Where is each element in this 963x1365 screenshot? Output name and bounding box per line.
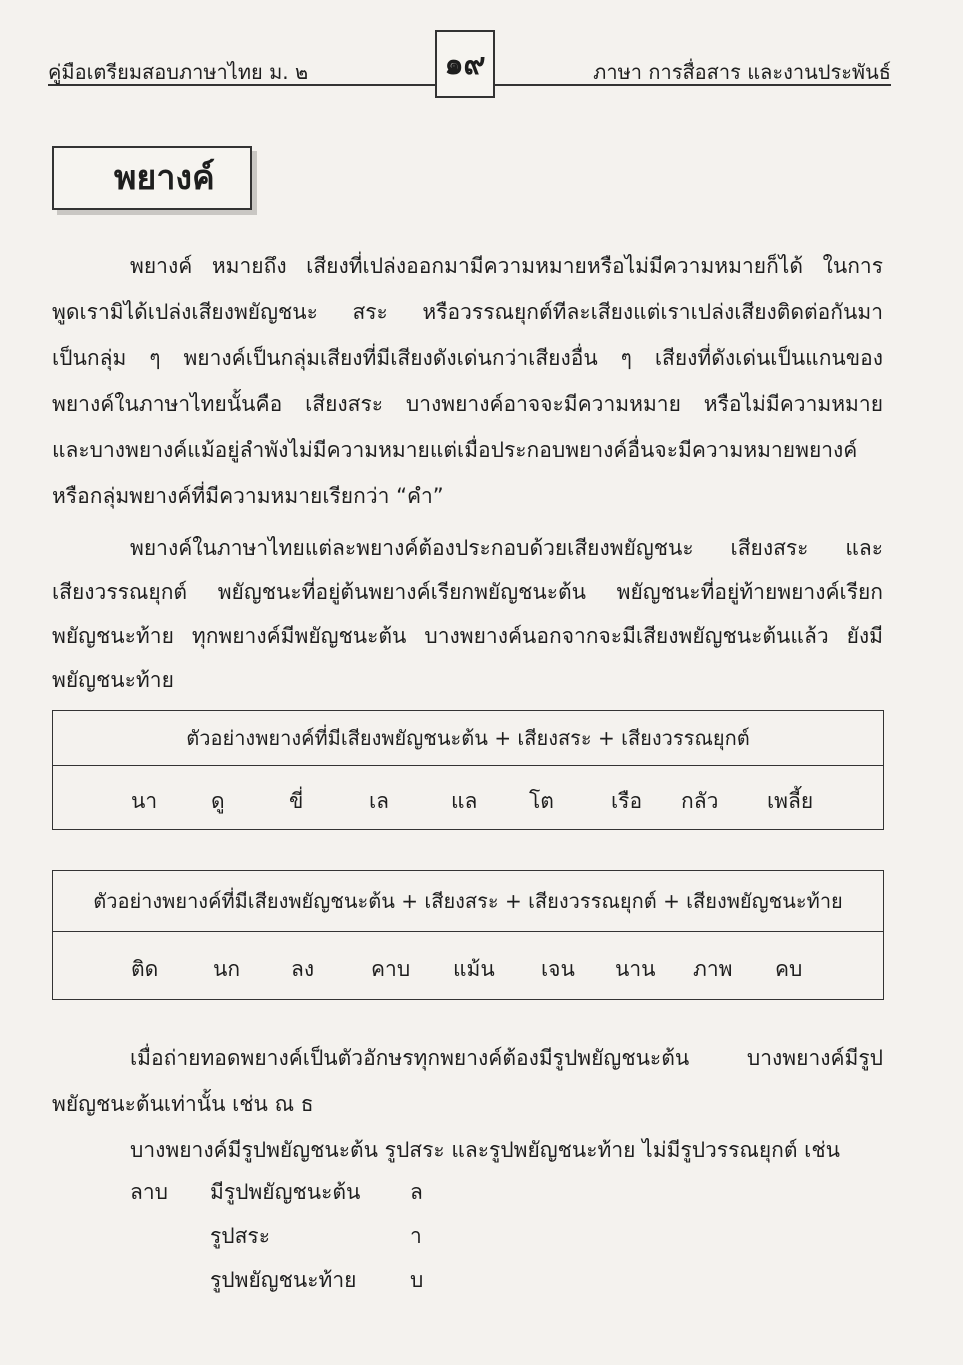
para2-line: พยัญชนะท้าย	[52, 668, 174, 692]
section-title: พยางค์	[52, 146, 252, 210]
para1-line: พยางค์ในภาษาไทยนั้นคือ เสียงสระ บางพยางค์อาจจะมีความหมาย หรือไม่มีความหมาย	[52, 392, 883, 416]
table-cell: เจน	[541, 957, 575, 981]
para2-line: เสียงวรรณยุกต์ พยัญชนะที่อยู่ต้นพยางค์เรียกพยัญชนะต้น พยัญชนะที่อยู่ท้ายพยางค์เรียก	[52, 580, 883, 604]
running-header-left: คู่มือเตรียมสอบภาษาไทย ม. ๒	[48, 60, 309, 84]
running-header-right: ภาษา การสื่อสาร และงานประพันธ์	[593, 60, 891, 84]
para1-line: พูดเรามิได้เปล่งเสียงพยัญชนะ สระ หรือวรรณยุกต์ทีละเสียงแต่เราเปล่งเสียงติดต่อกันมา	[52, 300, 883, 324]
table-heading: ตัวอย่างพยางค์ที่มีเสียงพยัญชนะต้น + เสียงสระ + เสียงวรรณยุกต์ + เสียงพยัญชนะท้าย	[53, 871, 883, 932]
example-label: รูปสระ	[210, 1224, 270, 1248]
example-table-1	[52, 710, 884, 830]
table-row	[53, 953, 883, 993]
page-number: ๑๙	[435, 30, 495, 98]
table-cell: นาน	[615, 957, 656, 981]
para1-line: เป็นกลุ่ม ๆ พยางค์เป็นกลุ่มเสียงที่มีเสียงดังเด่นกว่าเสียงอื่น ๆ เสียงที่ดังเด่นเป็นแกนของ	[52, 346, 883, 370]
table-cell: คาบ	[371, 957, 411, 981]
table-row	[53, 785, 883, 825]
para1-line: และบางพยางค์แม้อยู่ลำพังไม่มีความหมายแต่เมื่อประกอบพยางค์อื่นจะมีความหมายพยางค์	[52, 438, 858, 462]
example-word: ลาบ	[130, 1180, 168, 1204]
para3-line: พยัญชนะต้นเท่านั้น เช่น ณ ธ	[52, 1092, 314, 1116]
example-table-2	[52, 870, 884, 1000]
table-cell: นก	[213, 957, 241, 981]
table-cell: ลง	[291, 957, 315, 981]
table-cell: เล	[369, 789, 390, 813]
table-cell: โต	[529, 789, 554, 813]
example-label: มีรูปพยัญชนะต้น	[210, 1180, 361, 1204]
table-cell: ดู	[211, 789, 225, 813]
table-heading: ตัวอย่างพยางค์ที่มีเสียงพยัญชนะต้น + เสียงสระ + เสียงวรรณยุกต์	[53, 711, 883, 766]
table-cell: เรือ	[611, 789, 643, 813]
table-cell: เพลี้ย	[767, 789, 814, 813]
example-value: า	[410, 1224, 422, 1248]
table-cell: แล	[451, 789, 478, 813]
para1-line: พยางค์ หมายถึง เสียงที่เปล่งออกมามีความหมายหรือไม่มีความหมายก็ได้ ในการ	[130, 254, 883, 278]
para1-line: หรือกลุ่มพยางค์ที่มีความหมายเรียกว่า “คำ”	[52, 484, 444, 508]
para3-line: เมื่อถ่ายทอดพยางค์เป็นตัวอักษรทุกพยางค์ต้องมีรูปพยัญชนะต้น บางพยางค์มีรูป	[130, 1046, 883, 1070]
table-cell: แม้น	[453, 957, 495, 981]
para2-line: พยางค์ในภาษาไทยแต่ละพยางค์ต้องประกอบด้วยเสียงพยัญชนะ เสียงสระ และ	[130, 536, 883, 560]
table-cell: ติด	[131, 957, 159, 981]
table-cell: นา	[131, 789, 158, 813]
table-cell: ภาพ	[693, 957, 733, 981]
table-cell: ขี่	[289, 789, 304, 813]
example-label: รูปพยัญชนะท้าย	[210, 1268, 357, 1292]
para2-line: พยัญชนะท้าย ทุกพยางค์มีพยัญชนะต้น บางพยางค์นอกจากจะมีเสียงพยัญชนะต้นแล้ว ยังมี	[52, 624, 883, 648]
example-value: บ	[410, 1268, 424, 1292]
para4-line: บางพยางค์มีรูปพยัญชนะต้น รูปสระ และรูปพยัญชนะท้าย ไม่มีรูปวรรณยุกต์ เช่น	[130, 1138, 840, 1162]
example-value: ล	[410, 1180, 423, 1204]
table-cell: คบ	[775, 957, 803, 981]
table-cell: กลัว	[681, 789, 719, 813]
